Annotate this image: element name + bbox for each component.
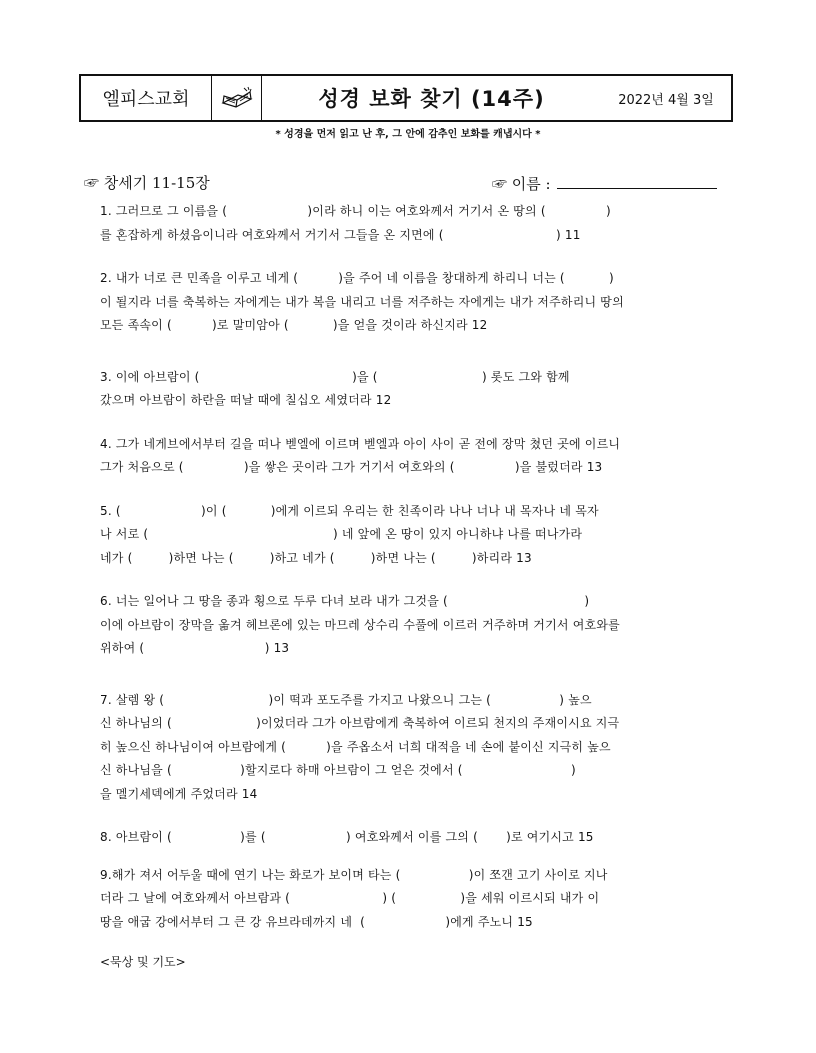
question-line: 4. 그가 네게브에서부터 길을 떠나 벧엘에 이르며 벧엘과 아이 사이 곧 전에 장막 쳤던 곳에 이르니 bbox=[100, 436, 621, 451]
question-line: 모든 족속이 ( )로 말미암아 ( )을 얻을 것이라 하신지라 12 bbox=[100, 318, 488, 332]
question-5 bbox=[100, 500, 726, 571]
question-line: 위하여 ( ) 13 bbox=[100, 641, 290, 655]
question-line: 9.해가 져서 어두울 때에 연기 나는 화로가 보이며 타는 ( )이 쪼갠 고기 사이로 지나 bbox=[100, 867, 608, 882]
name-blank-line[interactable] bbox=[557, 172, 717, 189]
question-2 bbox=[100, 267, 726, 338]
question-line: 6. 너는 일어나 그 땅을 종과 횡으로 두루 다녀 보라 내가 그것을 ( ) bbox=[100, 594, 590, 608]
instruction-subtitle: * 성경을 먼저 읽고 난 후, 그 안에 감추인 보화를 캐냅시다 * bbox=[275, 129, 541, 140]
question-line: 1. 그러므로 그 이름을 ( )이라 하니 이는 여호와께서 거기서 온 땅의 ( ) bbox=[100, 204, 611, 218]
open-book-icon bbox=[212, 76, 262, 120]
question-line: 을 멜기세덱에게 주었더라 14 bbox=[100, 786, 258, 801]
question-line: 7. 살렘 왕 ( )이 떡과 포도주를 가지고 나왔으니 그는 ( ) 높으 bbox=[100, 692, 592, 707]
question-line: 2. 내가 너로 큰 민족을 이루고 네게 ( )을 주어 네 이름을 창대하게 하리니 너는 ( ) bbox=[100, 271, 614, 285]
question-line: 5. ( )이 ( )에게 이르되 우리는 한 친족이라 나나 너나 내 목자나 네 목자 bbox=[100, 503, 599, 518]
question-line: 그가 처음으로 ( )을 쌓은 곳이라 그가 거기서 여호와의 ( )을 불렀더라 13 bbox=[100, 460, 603, 474]
question-9 bbox=[100, 864, 726, 935]
question-line: 갔으며 아브람이 하란을 떠날 때에 칠십오 세였더라 12 bbox=[100, 393, 392, 407]
question-line: 신 하나님의 ( )이었더라 그가 아브람에게 축복하여 이르되 천지의 주재이시요 지극 bbox=[100, 716, 620, 730]
worksheet-title: 성경 보화 찾기 (14주) bbox=[318, 87, 545, 111]
question-line: 더라 그 날에 여호와께서 아브람과 ( ) ( )을 세워 이르시되 내가 이 bbox=[100, 891, 600, 905]
question-4 bbox=[100, 433, 726, 480]
open-book-drawing bbox=[220, 85, 254, 111]
question-line: 히 높으신 하나님이여 아브람에게 ( )을 주옵소서 너희 대적을 네 손에 붙이신 지극히 높으 bbox=[100, 739, 611, 754]
worksheet-date: 2022년 4월 3일 bbox=[618, 92, 714, 108]
question-7 bbox=[100, 689, 726, 807]
chapter-label: ☞ 창세기 11-15장 bbox=[84, 174, 210, 192]
closing-meditation-prayer: <묵상 및 기도> bbox=[100, 955, 186, 969]
question-line: 8. 아브람이 ( )를 ( ) 여호와께서 이를 그의 ( )로 여기시고 15 bbox=[100, 830, 594, 844]
question-line: 나 서로 ( ) 네 앞에 온 땅이 있지 아니하냐 나를 떠나가라 bbox=[100, 527, 583, 541]
name-label: ☞ 이름 : bbox=[492, 175, 551, 193]
question-line: 땅을 애굽 강에서부터 그 큰 강 유브라데까지 네 ( )에게 주노니 15 bbox=[100, 914, 533, 929]
worksheet-header bbox=[79, 74, 733, 122]
question-line: 3. 이에 아브람이 ( )을 ( ) 롯도 그와 함께 bbox=[100, 369, 570, 384]
name-field bbox=[492, 172, 717, 194]
question-line: 이 될지라 너를 축복하는 자에게는 내가 복을 내리고 너를 저주하는 자에게는 내가 저주하리니 땅의 bbox=[100, 294, 624, 309]
question-line: 를 혼잡하게 하셨음이니라 여호와께서 거기서 그들을 온 지면에 ( ) 11 bbox=[100, 227, 581, 242]
question-8 bbox=[100, 826, 726, 850]
question-1 bbox=[100, 200, 726, 247]
question-line: 이에 아브람이 장막을 옮겨 헤브론에 있는 마므레 상수리 수풀에 이르러 거주하며 거기서 여호와를 bbox=[100, 617, 620, 632]
question-list bbox=[100, 200, 726, 934]
church-name: 엘피스교회 bbox=[81, 76, 212, 120]
question-line: 신 하나님을 ( )할지로다 하매 아브람이 그 얻은 것에서 ( ) bbox=[100, 763, 576, 777]
question-3 bbox=[100, 366, 726, 413]
question-line: 네가 ( )하면 나는 ( )하고 네가 ( )하면 나는 ( )하리라 13 bbox=[100, 550, 532, 565]
question-6 bbox=[100, 590, 726, 661]
